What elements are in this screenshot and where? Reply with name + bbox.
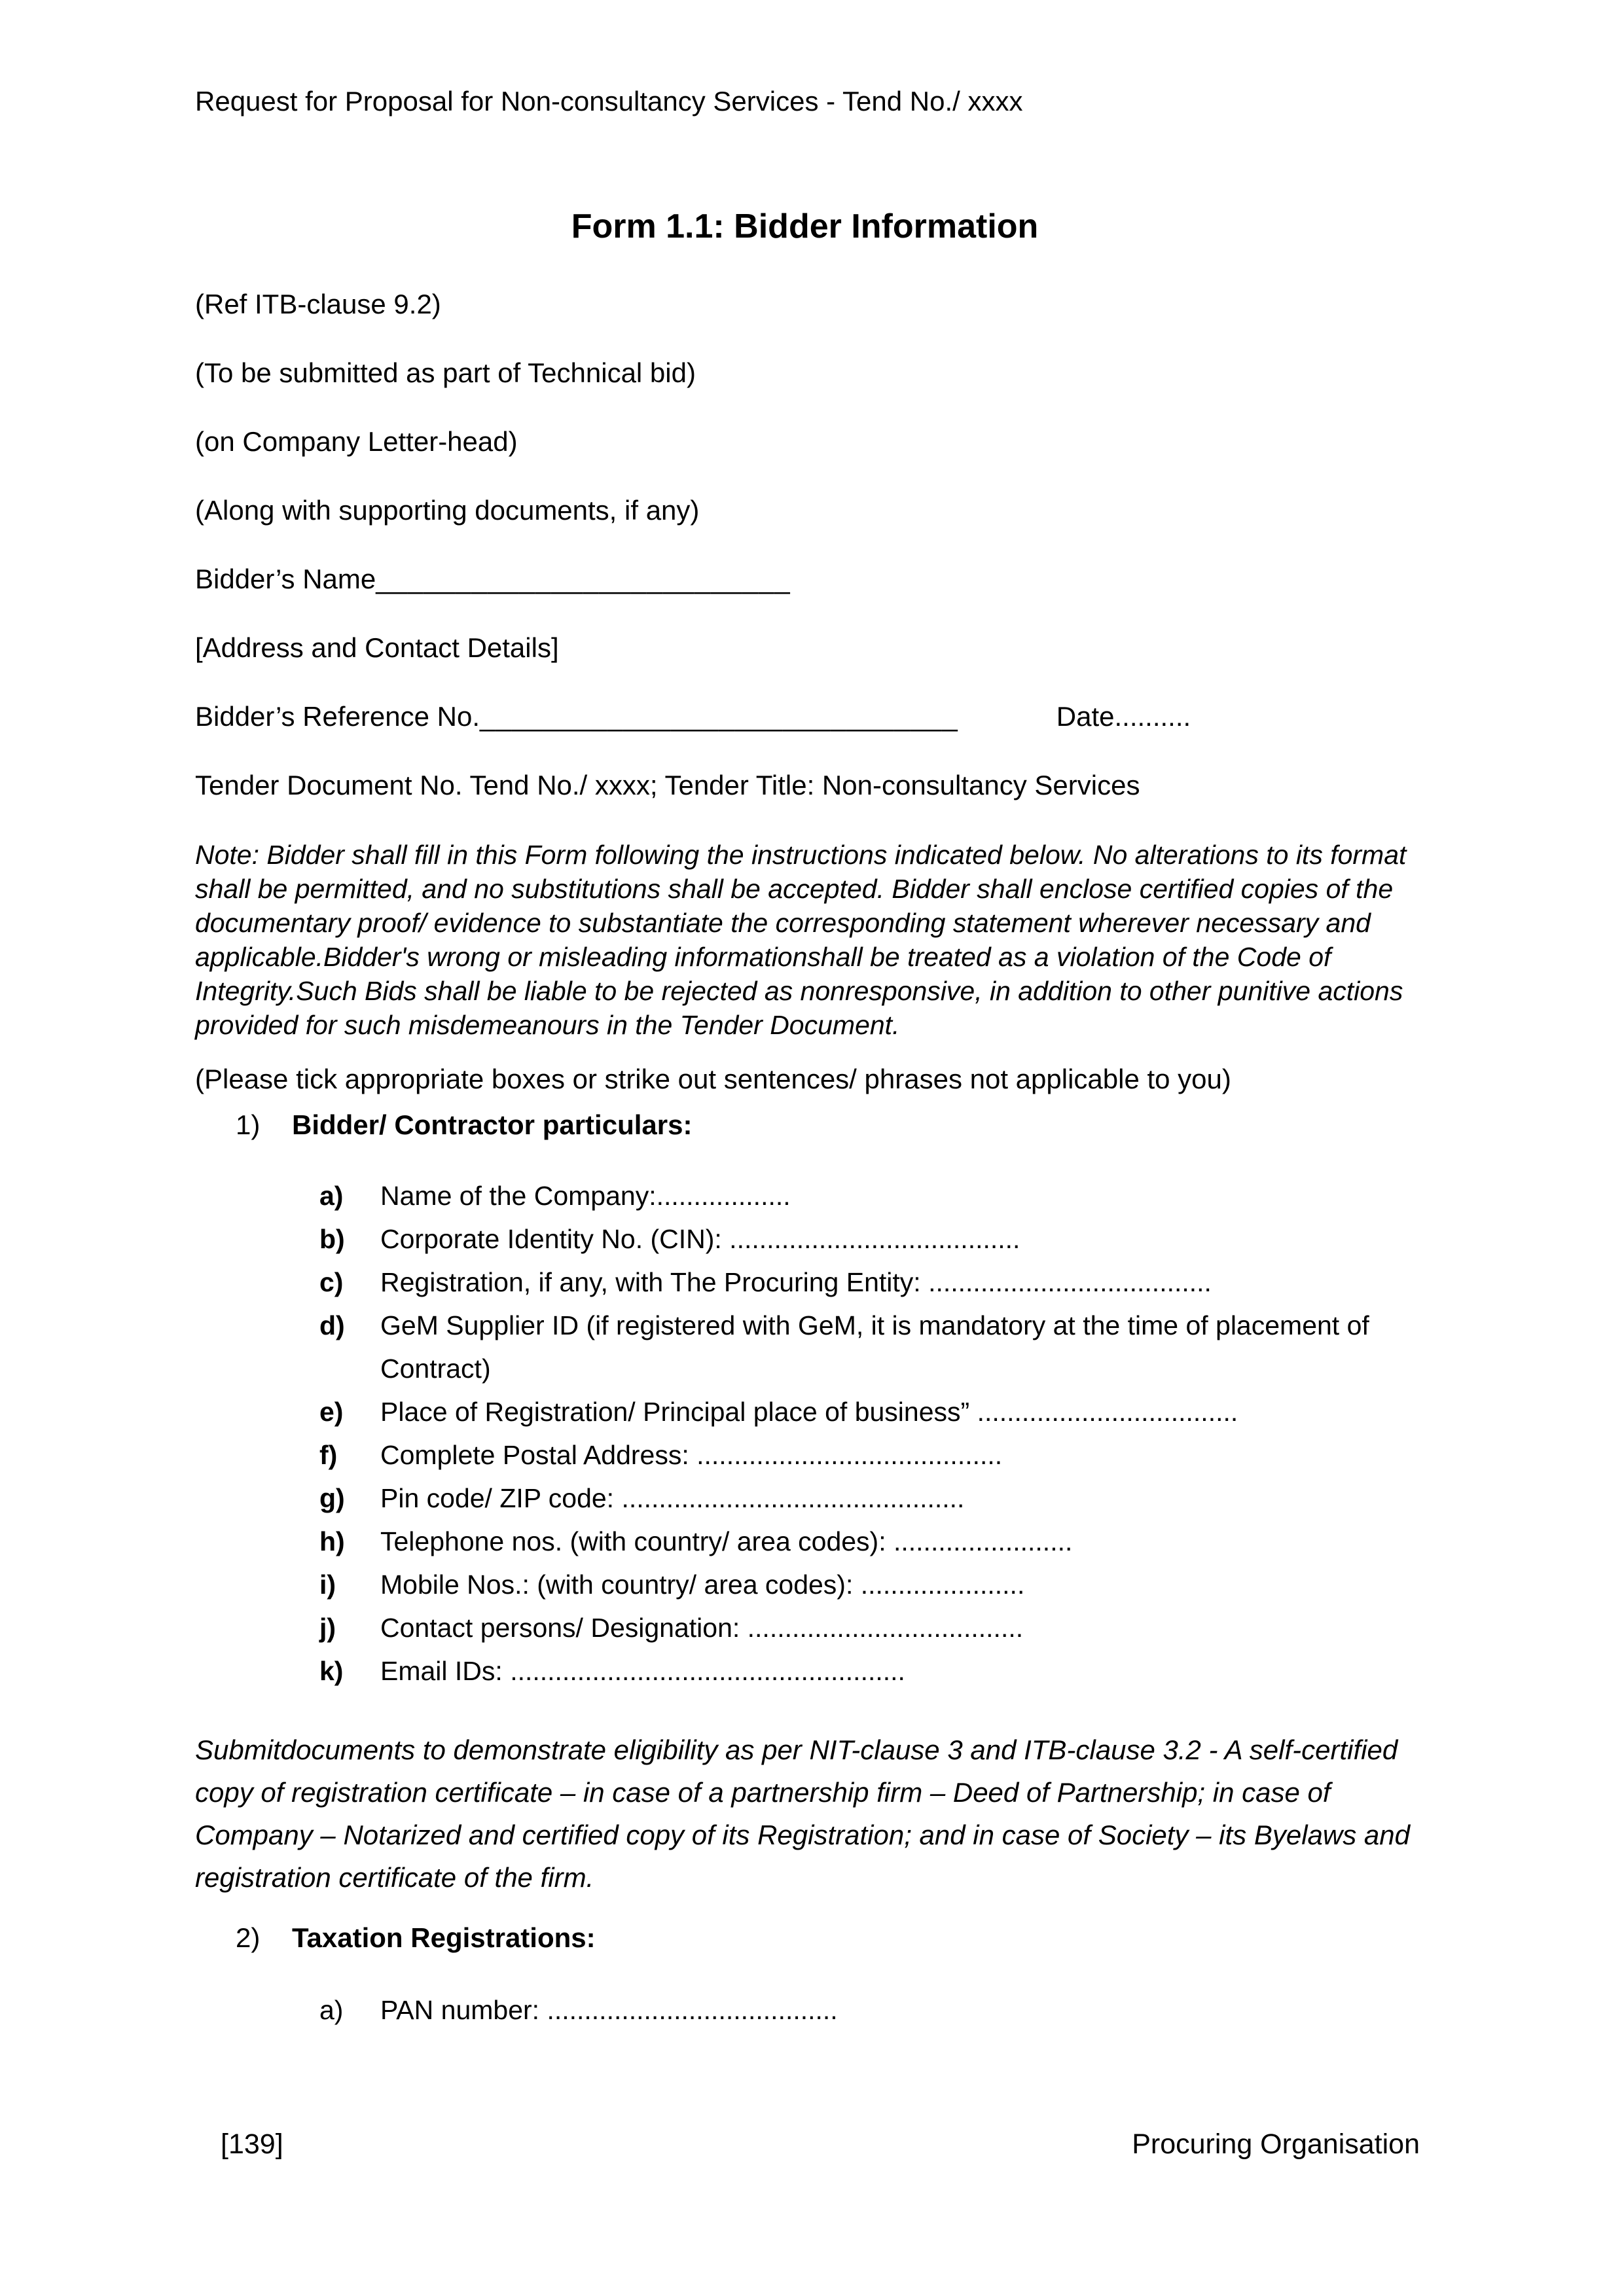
page-header: Request for Proposal for Non-consultancy Services - Tend No./ xxxx: [195, 86, 1023, 117]
list-item-email-ids: [195, 1649, 1415, 1693]
list-item-telephone: [195, 1520, 1415, 1563]
list-item-registration: [195, 1261, 1415, 1304]
item-letter: c): [319, 1267, 344, 1297]
item-letter: f): [319, 1440, 338, 1470]
item-text: Place of Registration/ Principal place of business” ...................................: [380, 1397, 1238, 1427]
submit-documents-paragraph: Submitdocuments to demonstrate eligibility as per NIT-clause 3 and ITB-clause 3.2 - A self-certified copy of registration certificate – in case of a partnership firm – Deed of Partnership; in case of Company – Notarized and certified copy of its Registration; and in case of Society – its Byelaws and registration certificate of the firm.: [195, 1734, 1410, 1893]
intro-block: [195, 270, 1415, 545]
tick-instruction: (Please tick appropriate boxes or strike out sentences/ phrases not applicable to you): [195, 1064, 1231, 1094]
footer-organisation: Procuring Organisation: [1132, 2128, 1420, 2160]
section-1-heading: [236, 1102, 1415, 1148]
item-text: Telephone nos. (with country/ area codes): ........................: [380, 1526, 1073, 1556]
reference-label: Bidder’s Reference No.: [195, 701, 480, 732]
item-text: Complete Postal Address: .........................................: [380, 1440, 1003, 1470]
item-letter: j): [319, 1613, 336, 1643]
bidder-name-fill-line: __________________________: [376, 564, 791, 594]
address-line: [Address and Contact Details]: [195, 632, 559, 663]
item-letter: a): [319, 1181, 344, 1211]
list-item-gem-supplier-id: [195, 1304, 1415, 1390]
item-text: Registration, if any, with The Procuring Entity: ......................................: [380, 1267, 1212, 1297]
item-text: Pin code/ ZIP code: ..............................................: [380, 1483, 965, 1513]
list-item-company-name: [195, 1174, 1415, 1217]
item-letter: d): [319, 1310, 345, 1340]
item-letter: b): [319, 1224, 345, 1254]
list-item-mobile: [195, 1563, 1415, 1606]
list-item-cin: [195, 1217, 1415, 1261]
item-text: Email IDs: .....................................................: [380, 1656, 905, 1686]
list-item-place-of-registration: [195, 1390, 1415, 1433]
reference-fill-line: ______________________________: [480, 701, 958, 732]
item-letter: k): [319, 1656, 344, 1686]
item-letter: h): [319, 1526, 345, 1556]
bidder-name-line: [195, 545, 1415, 613]
item-letter: i): [319, 1570, 336, 1600]
list-item-pin-code: [195, 1477, 1415, 1520]
item-text: Name of the Company:..................: [380, 1181, 791, 1211]
item-text: Contact persons/ Designation: .....................................: [380, 1613, 1024, 1643]
footer-page-number: [139]: [221, 2128, 283, 2160]
bidder-name-label: Bidder’s Name: [195, 564, 376, 594]
section-1-title: Bidder/ Contractor particulars:: [292, 1109, 693, 1140]
item-letter: e): [319, 1397, 344, 1427]
intro-line-letterhead: (on Company Letter-head): [195, 426, 518, 457]
item-text: PAN number: .......................................: [380, 1995, 838, 2025]
item-letter: a): [319, 1995, 344, 2025]
section-2-title: Taxation Registrations:: [292, 1922, 596, 1953]
reference-line: [195, 682, 1415, 751]
section-1-number: 1): [236, 1109, 261, 1140]
page-footer: [221, 2126, 1420, 2162]
intro-line-technical-bid: (To be submitted as part of Technical bid): [195, 357, 696, 388]
section-2-heading: [236, 1915, 1415, 1961]
item-text: GeM Supplier ID (if registered with GeM, it is mandatory at the time of placement of Contract): [380, 1310, 1369, 1384]
section-2-number: 2): [236, 1922, 261, 1953]
item-text: Corporate Identity No. (CIN): .......................................: [380, 1224, 1020, 1254]
page-title: Form 1.1: Bidder Information: [571, 207, 1039, 245]
date-label: Date..........: [1056, 701, 1191, 732]
note-paragraph: Note: Bidder shall fill in this Form following the instructions indicated below. No alterations to its format shall be permitted, and no substitutions shall be accepted. Bidder shall enclose certified copies of the documentary proof/ evidence to substantiate the corresponding statement wherever necessary and applicable.Bidder's wrong or misleading informationshall be treated as a violation of the Code of Integrity.Such Bids shall be liable to be rejected as nonresponsive, in addition to other punitive actions provided for such misdemeanours in the Tender Document.: [195, 840, 1407, 1040]
list-item-pan-number: [195, 1988, 1415, 2032]
section-1-item-list: [195, 1174, 1415, 1693]
intro-line-supporting-docs: (Along with supporting documents, if any): [195, 495, 700, 526]
tender-line: Tender Document No. Tend No./ xxxx; Tender Title: Non-consultancy Services: [195, 770, 1140, 800]
list-item-postal-address: [195, 1433, 1415, 1477]
section-2-item-list: [195, 1988, 1415, 2032]
list-item-contact-persons: [195, 1606, 1415, 1649]
item-text: Mobile Nos.: (with country/ area codes): ......................: [380, 1570, 1025, 1600]
item-letter: g): [319, 1483, 345, 1513]
intro-line-ref-clause: (Ref ITB-clause 9.2): [195, 289, 441, 319]
